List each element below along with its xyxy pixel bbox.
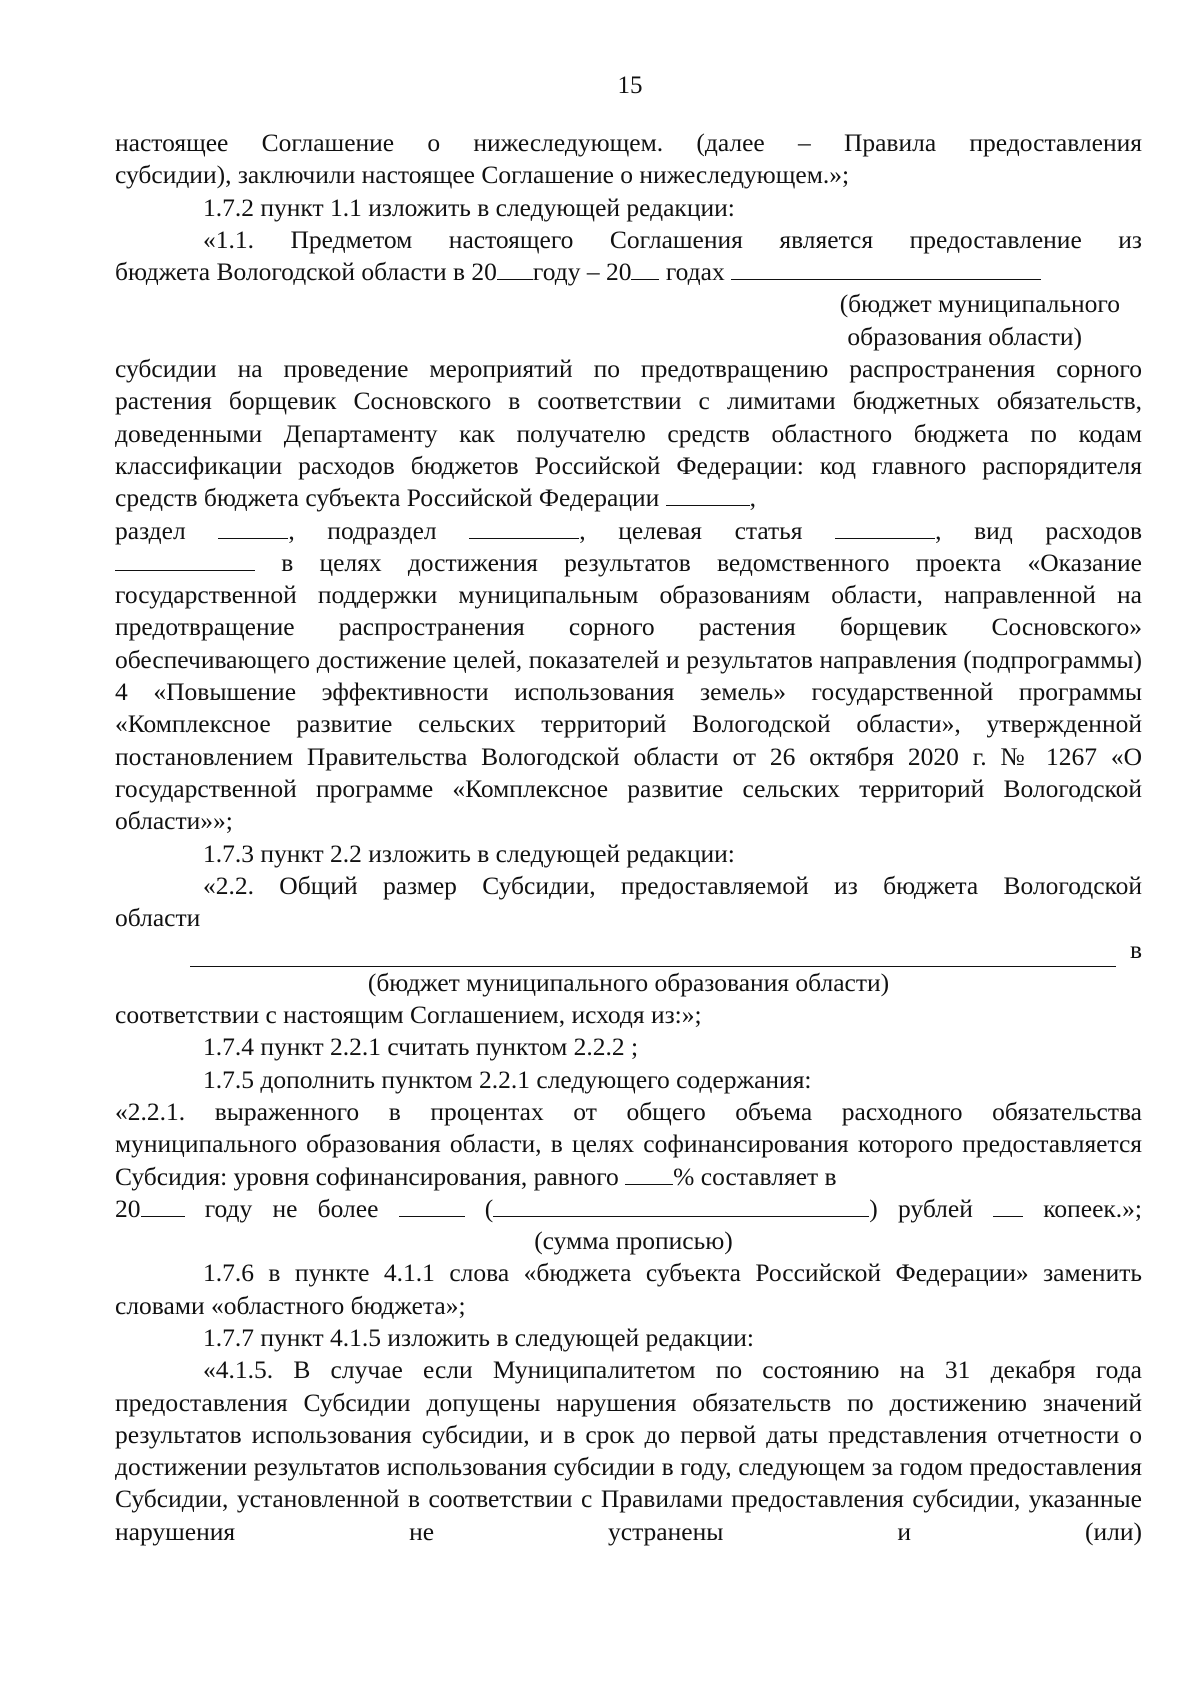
page-number: 15	[617, 72, 643, 99]
clause-heading: 1.7.7 пункт 4.1.5 изложить в следующей редакции:	[203, 1322, 754, 1352]
paragraph: в целях достижения результатов ведомственного проекта «Оказание государственной поддержки муниципальным образованиям области, направленной на предотвращение распространения сорного растения борщевик Сосновского» обеспечивающего достижение целей, показателей и результатов направления (подпрограммы) 4 «Повышение эффективности использования земель» государственной программы «Комплексное развитие сельских территорий Вологодской области», утвержденной постановлением Правительства Вологодской области от 26 октября 2020 г. № 1267 «О государственной программе «Комплексное развитие сельских территорий Вологодской области»»;	[115, 547, 1142, 836]
paragraph-line: «2.2. Общий размер Субсидии, предоставляемой из бюджета Вологодской	[203, 870, 1142, 900]
blank-field	[666, 483, 750, 506]
paragraph: «4.1.5. В случае если Муниципалитетом по состоянию на 31 декабря года предоставления Субсидии допущены нарушения обязательств по достижению значений результатов использования субсидии, и в срок до первой даты представления отчетности о достижении результатов использования субсидии в году, следующем за годом предоставления Субсидии, установленной в соответствии с Правилами предоставления субсидии, указанные нарушения не устранены и (или)	[115, 1355, 1142, 1546]
blank-field	[218, 516, 288, 539]
blank-field	[399, 1194, 465, 1217]
paragraph: субсидии на проведение мероприятий по предотвращению распространения сорного растения борщевик Сосновского в соответствии с лимитами бюджетных обязательств, доведенными Департаменту как получателю средств областного бюджета по кодам классификации расходов бюджетов Российской Федерации: код главного распорядителя средств бюджета субъекта Российской Федерации ,	[115, 354, 1142, 513]
paragraph-line: бюджета Вологодской области в 20 году – 20 годах	[115, 256, 1142, 288]
blank-field	[469, 516, 579, 539]
blank-field	[993, 1194, 1023, 1217]
field-caption: (сумма прописью)	[534, 1226, 733, 1256]
blank-field	[625, 1162, 673, 1185]
paragraph-line: в	[115, 934, 1142, 966]
blank-field	[141, 1194, 185, 1217]
clause-heading: 1.7.2 пункт 1.1 изложить в следующей редакции:	[203, 192, 735, 222]
paragraph-line: раздел , подраздел , целевая статья , вид расходов	[115, 515, 1142, 545]
blank-field	[497, 257, 533, 280]
paragraph-line: субсидии), заключили настоящее Соглашение о нижеследующем.»;	[115, 160, 850, 190]
field-caption: образования области)	[847, 321, 1082, 351]
paragraph: 1.7.6 в пункте 4.1.1 слова «бюджета субъекта Российской Федерации» заменить словами «областного бюджета»;	[115, 1258, 1142, 1320]
blank-field	[190, 944, 1116, 967]
field-caption: (бюджет муниципального образования области)	[367, 967, 890, 997]
blank-field	[631, 257, 659, 280]
paragraph-line: соответствии с настоящим Соглашением, исходя из:»;	[115, 1000, 702, 1030]
clause-heading: 1.7.5 дополнить пунктом 2.2.1 следующего содержания:	[203, 1064, 812, 1094]
field-caption: (бюджет муниципального	[839, 289, 1120, 319]
blank-field	[115, 548, 255, 571]
paragraph-line: настоящее Соглашение о нижеследующем. (далее – Правила предоставления	[115, 128, 1142, 157]
document-body	[115, 127, 1142, 1548]
blank-field	[493, 1194, 869, 1217]
clause-heading: 1.7.3 пункт 2.2 изложить в следующей редакции:	[203, 838, 735, 868]
paragraph-line: 20 году не более ( ) рублей копеек.»;	[115, 1193, 1142, 1223]
blank-field	[731, 257, 1041, 280]
paragraph-line: «1.1. Предметом настоящего Соглашения является предоставление из	[203, 224, 1142, 254]
blank-field	[835, 516, 935, 539]
clause-heading: 1.7.4 пункт 2.2.1 считать пунктом 2.2.2 ;	[203, 1032, 639, 1062]
paragraph: «2.2.1. выраженного в процентах от общего объема расходного обязательства муниципального образования области, в целях софинансирования которого предоставляется Субсидия: уровня софинансирования, равного % составляет в	[115, 1096, 1142, 1191]
paragraph-line: области	[115, 903, 201, 933]
